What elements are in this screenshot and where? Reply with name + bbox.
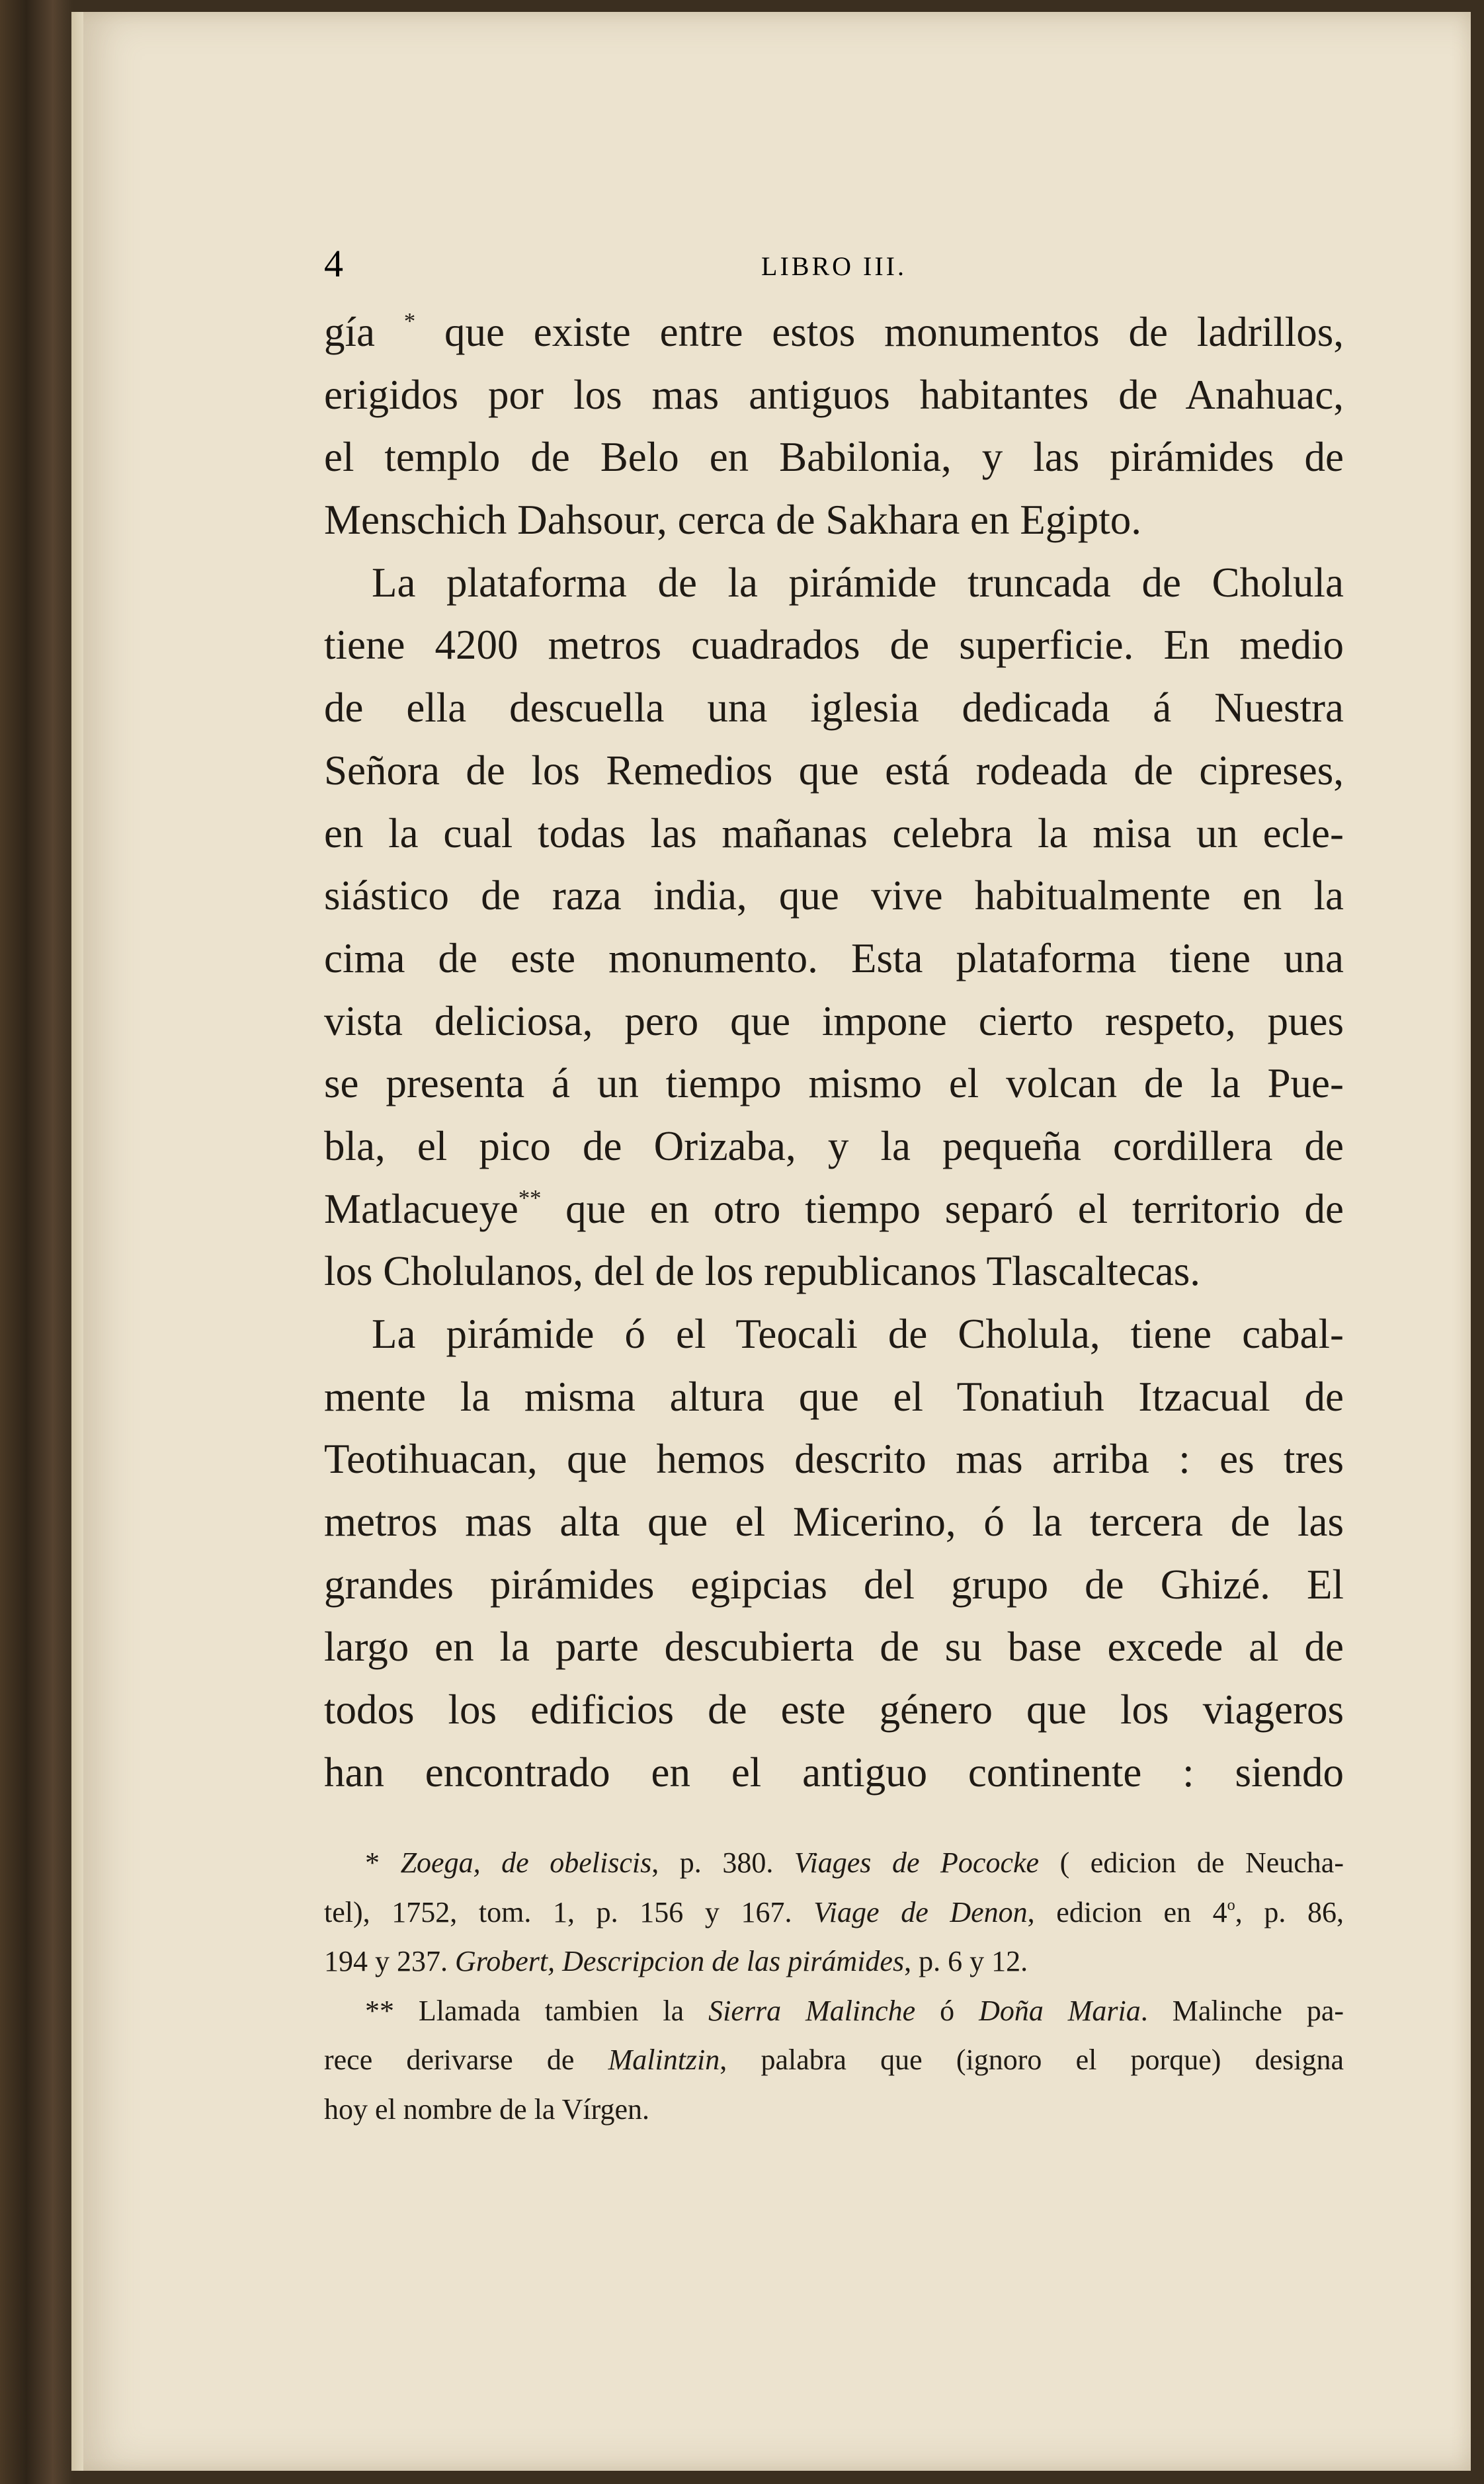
text-line: han encontrado en el antiguo continente : siendo	[324, 1749, 1344, 1796]
footnote-line: * Zoega, de obeliscis, p. 380. Viages de Pococke ( edicion de Neucha-	[365, 1846, 1344, 1879]
footnote-line: hoy el nombre de la Vírgen.	[324, 2092, 650, 2126]
footnote-mark: *	[365, 1846, 380, 1879]
body-text	[324, 301, 1344, 1804]
text-line: Teotihuacan, que hemos descrito mas arriba : es tres	[324, 1436, 1344, 1483]
text-line: todos los edificios de este género que los viageros	[324, 1686, 1344, 1733]
footnote-line: ** Llamada tambien la Sierra Malinche ó Doña Maria. Malinche pa-	[365, 1994, 1344, 2027]
footnote-ref: **	[518, 1185, 542, 1211]
text-line: La plataforma de la pirámide truncada de Cholula	[372, 559, 1344, 606]
text-line: largo en la parte descubierta de su base excede al de	[324, 1624, 1344, 1671]
text-line: grandes pirámides egipcias del grupo de Ghizé. El	[324, 1561, 1344, 1608]
text-line: bla, el pico de Orizaba, y la pequeña cordillera de	[324, 1122, 1344, 1169]
page-header	[324, 241, 1344, 288]
footnote-line: rece derivarse de Malintzin, palabra que (ignoro el porque) designa	[324, 2044, 1344, 2076]
text-line: el templo de Belo en Babilonia, y las pirámides de	[324, 434, 1344, 481]
footnote-line: 194 y 237. Grobert, Descripcion de las pirámides, p. 6 y 12.	[324, 1945, 1028, 1977]
text-line: cima de este monumento. Esta plataforma tiene una	[324, 934, 1344, 981]
text-line: los Cholulanos, del de los republicanos Tlascaltecas.	[324, 1248, 1201, 1295]
text-line: en la cual todas las mañanas celebra la misa un ecle-	[324, 809, 1344, 856]
text-line: de ella descuella una iglesia dedicada á Nuestra	[324, 684, 1344, 731]
running-head: LIBRO III.	[761, 251, 907, 281]
text-line: erigidos por los mas antiguos habitantes de Anahuac,	[324, 371, 1344, 418]
text-line: Señora de los Remedios que está rodeada de cipreses,	[324, 747, 1344, 794]
text-line: Matlacueye** que en otro tiempo separó el territorio de	[324, 1185, 1344, 1232]
text-line: siástico de raza india, que vive habitualmente en la	[324, 872, 1344, 919]
text-line: mente la misma altura que el Tonatiuh Itzacual de	[324, 1373, 1344, 1420]
text-line: tiene 4200 metros cuadrados de superficie. En medio	[324, 622, 1344, 669]
footnote-mark: **	[365, 1994, 394, 2027]
text-line: gía * que existe entre estos monumentos de ladrillos,	[324, 309, 1344, 355]
page-number: 4	[324, 242, 343, 285]
text-line: metros mas alta que el Micerino, ó la tercera de las	[324, 1499, 1344, 1546]
text-line: La pirámide ó el Teocali de Cholula, tiene cabal-	[372, 1311, 1344, 1357]
footnotes	[324, 1839, 1344, 2134]
footnote-ref: *	[403, 309, 416, 335]
page-gutter	[71, 12, 83, 2471]
text-line: vista deliciosa, pero que impone cierto respeto, pues	[324, 997, 1344, 1044]
footnote-line: tel), 1752, tom. 1, p. 156 y 167. Viage de Denon, edicion en 4$^o$, p. 86,	[324, 1895, 1344, 1928]
text-line: Menschich Dahsour, cerca de Sakhara en Egipto.	[324, 497, 1142, 544]
text-line: se presenta á un tiempo mismo el volcan de la Pue-	[324, 1060, 1344, 1107]
